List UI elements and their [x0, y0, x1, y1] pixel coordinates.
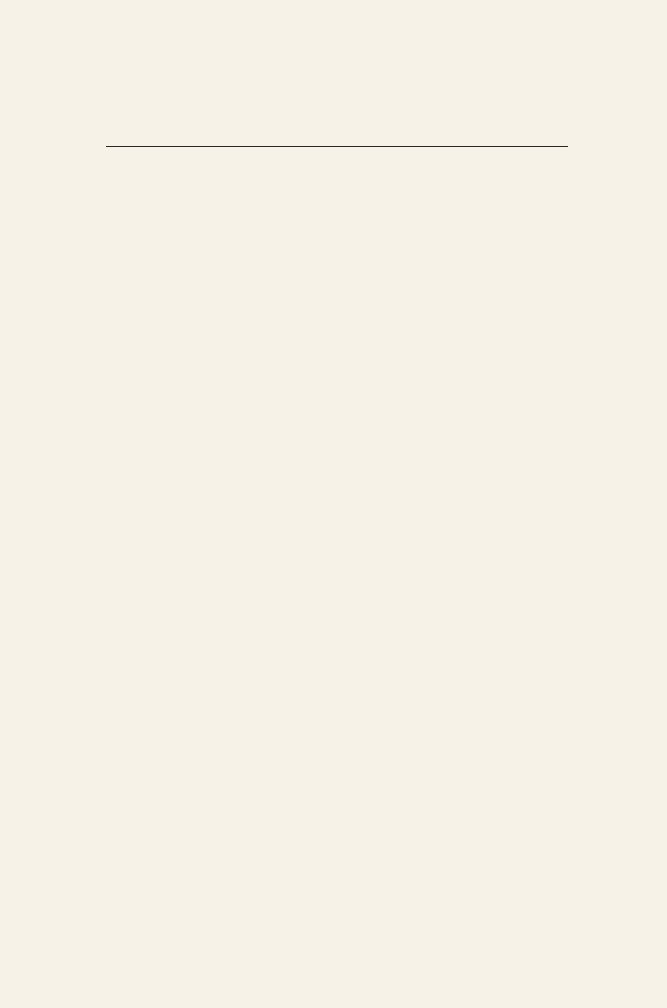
footnote-rule	[106, 146, 568, 147]
epigraph-stars-2	[222, 125, 568, 139]
epigraph-stars	[222, 111, 568, 125]
page-header	[113, 78, 568, 102]
epigraph	[106, 111, 568, 139]
page-body	[106, 107, 568, 155]
